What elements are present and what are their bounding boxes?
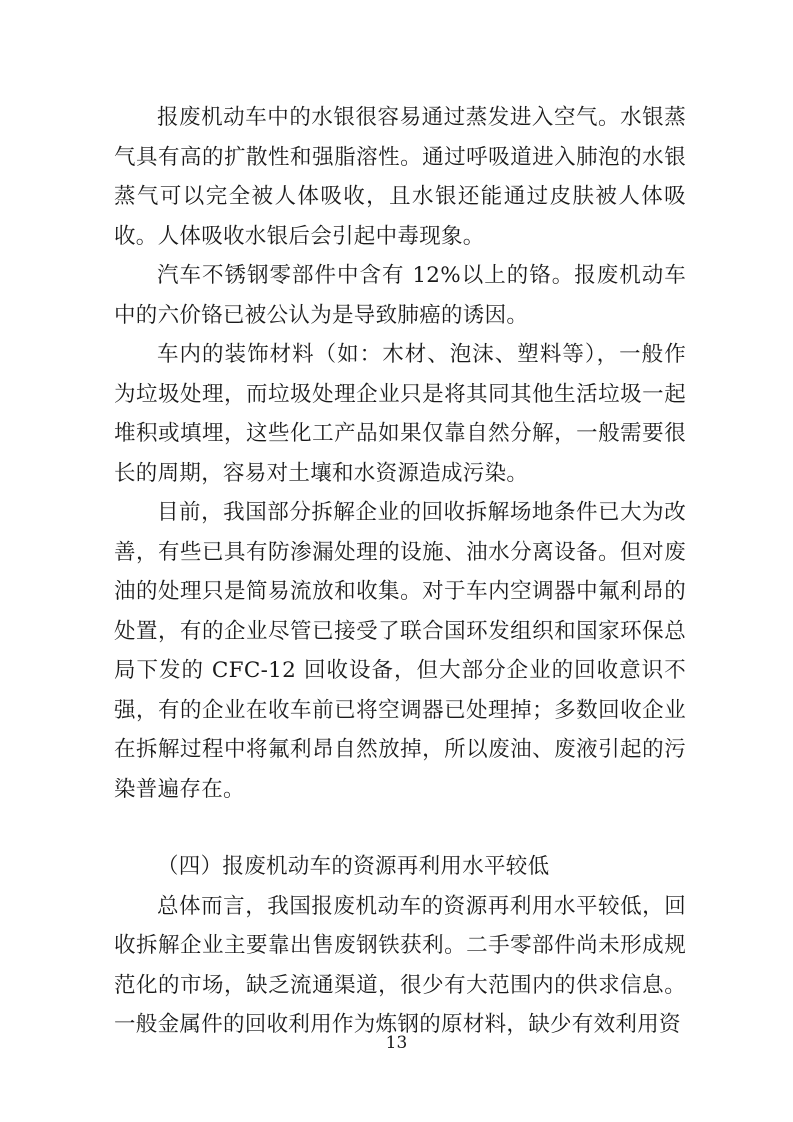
page-number: 13 bbox=[385, 1033, 408, 1053]
paragraph-resource-reuse: 总体而言，我国报废机动车的资源再利用水平较低，回收拆解企业主要靠出售废钢铁获利。二手零部件尚未形成规范化的市场，缺乏流通渠道，很少有大范围内的供求信息。一般金属件的回收利用作为炼钢的原材料，缺少有效利用资 bbox=[114, 893, 686, 1037]
paragraph-interior-materials: 车内的装饰材料（如：木材、泡沫、塑料等），一般作为垃圾处理，而垃圾处理企业只是将其同其他生活垃圾一起堆积或填埋，这些化工产品如果仅靠自然分解，一般需要很长的周期，容易对土壤和水资源造成污染。 bbox=[114, 342, 686, 486]
document-body bbox=[114, 98, 686, 1045]
section-heading: （四）报废机动车的资源再利用水平较低 bbox=[157, 854, 550, 879]
paragraph-dismantling-status: 目前，我国部分拆解企业的回收拆解场地条件已大为改善，有些已具有防渗漏处理的设施、油水分离设备。但对废油的处理只是简易流放和收集。对于车内空调器中氟利昂的处置，有的企业尽管已接受了联合国环发组织和国家环保总局下发的 CFC-12 回收设备，但大部分企业的回收意识不强，有的企业在收车前已将空调器已处理掉；多数回收企业在拆解过程中将氟利昂自然放掉，所以废油、废液引起的污染普遍存在。 bbox=[114, 500, 686, 802]
paragraph-chromium: 汽车不锈钢零部件中含有 12%以上的铬。报废机动车中的六价铬已被公认为是导致肺癌的诱因。 bbox=[114, 263, 686, 328]
paragraph-mercury: 报废机动车中的水银很容易通过蒸发进入空气。水银蒸气具有高的扩散性和强脂溶性。通过呼吸道进入肺泡的水银蒸气可以完全被人体吸收，且水银还能通过皮肤被人体吸收。人体吸收水银后会引起中毒现象。 bbox=[114, 105, 686, 249]
